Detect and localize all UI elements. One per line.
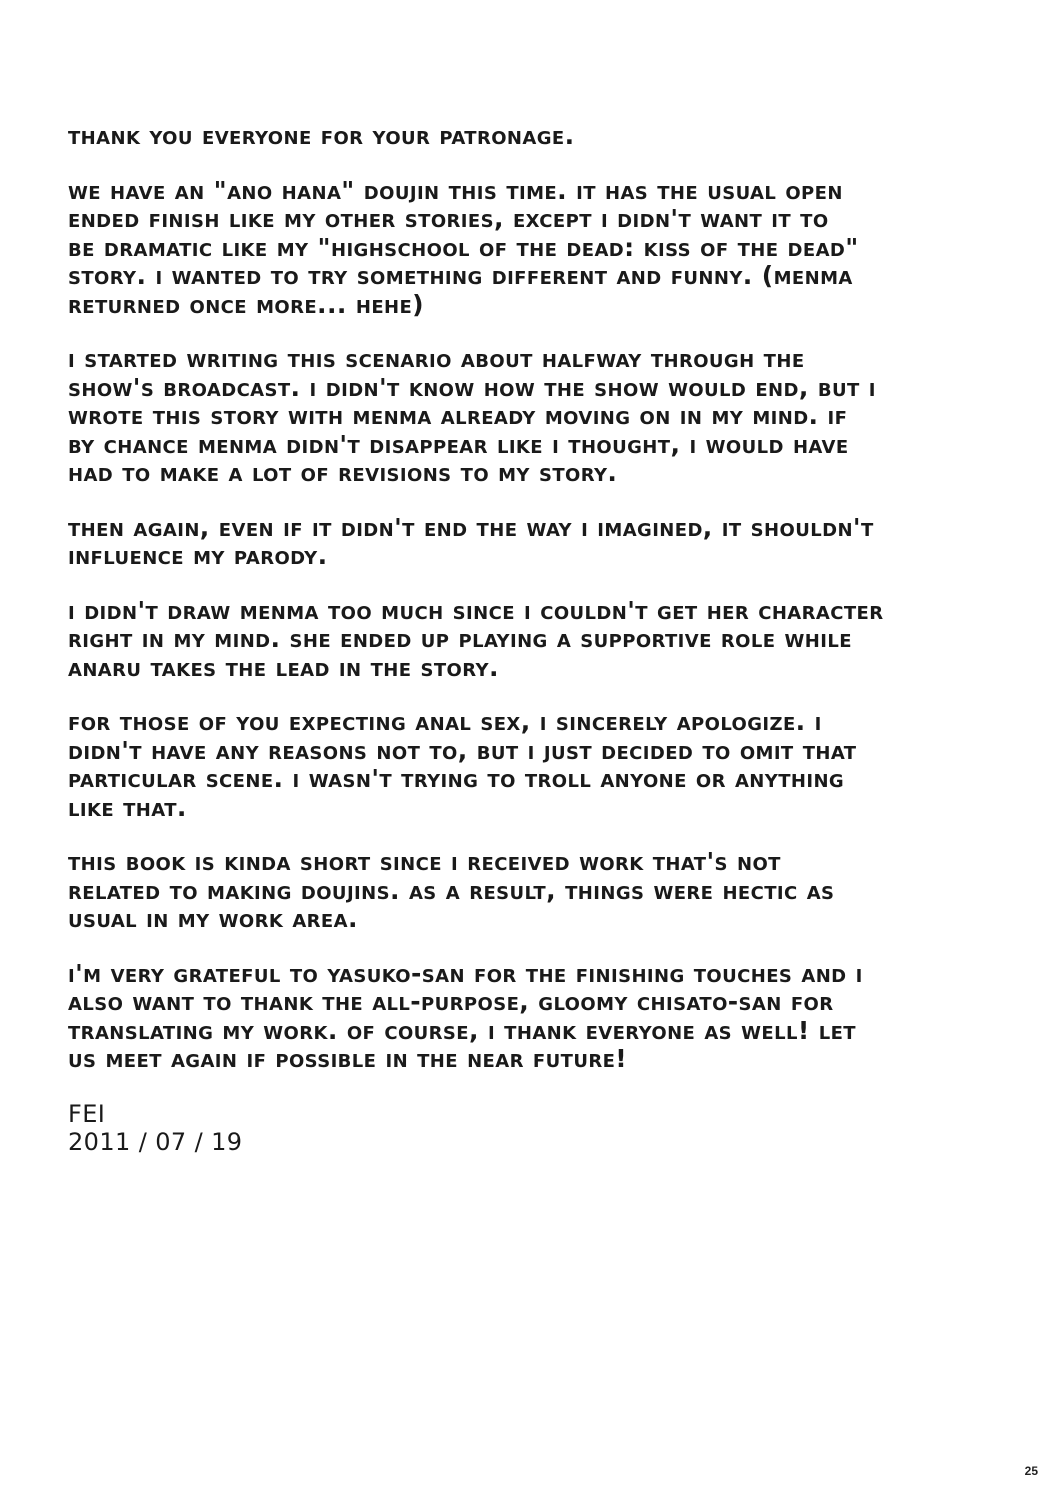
text-line: like that. [68,792,187,822]
paragraph-apology [68,708,998,822]
text-line: wrote this story with menma already moving on in my mind. if [68,401,848,430]
text-line: anaru takes the lead in the story. [68,652,499,682]
paragraph-thanks [68,960,998,1074]
text-line: didn't have any reasons not to, but i just decided to omit that [68,735,857,765]
text-line: story. i wanted to try something different and funny. (menma [68,261,853,290]
text-line: translating my work. of course, i thank everyone as well! let [68,1015,856,1045]
paragraph-intro [68,177,998,320]
paragraph-menma [68,597,998,683]
text-line: show's broadcast. i didn't know how the show would end, but i [68,372,876,402]
signature-date: 2011 / 07 / 19 [68,1128,243,1156]
text-line: by chance menma didn't disappear like i thought, i would have [68,429,849,459]
text-line: usual in my work area. [68,904,358,933]
text-line: right in my mind. she ended up playing a supportive role while [68,624,852,653]
page-number: 25 [1024,1464,1038,1478]
paragraph-parody [68,514,998,571]
author-name: FEI [68,1099,106,1128]
text-line: be dramatic like my "highschool of the dead: kiss of the dead" [68,232,859,262]
text-line: thank you everyone for your patronage. [68,121,575,150]
text-line: for those of you expecting anal sex, i sincerely apologize. i [68,707,822,736]
text-line: particular scene. i wasn't trying to troll anyone or anything [68,764,845,793]
text-line: had to make a lot of revisions to my story. [68,458,618,487]
paragraph-book-length [68,848,998,934]
text-line: then again, even if it didn't end the way i imagined, it shouldn't [68,512,874,542]
text-line: i'm very grateful to yasuko-san for the finishing touches and i [68,958,863,988]
paragraph-scenario [68,345,998,488]
text-line: us meet again if possible in the near future! [68,1044,628,1073]
signature-block [68,1100,998,1157]
paragraph-greeting [68,122,998,151]
text-line: i didn't draw menma too much since i couldn't get her character [68,595,884,625]
text-line: we have an "ano hana" doujin this time. it has the usual open [68,175,843,205]
text-line: influence my parody. [68,541,328,570]
afterword-text [68,122,998,1183]
text-line: this book is kinda short since i received work that's not [68,847,781,876]
text-line: related to making doujins. as a result, things were hectic as [68,875,835,905]
text-line: returned once more... hehe) [68,289,425,319]
text-line: ended finish like my other stories, except i didn't want it to [68,204,829,233]
text-line: also want to thank the all-purpose, gloomy chisato-san for [68,987,834,1016]
text-line: i started writing this scenario about halfway through the [68,344,805,373]
